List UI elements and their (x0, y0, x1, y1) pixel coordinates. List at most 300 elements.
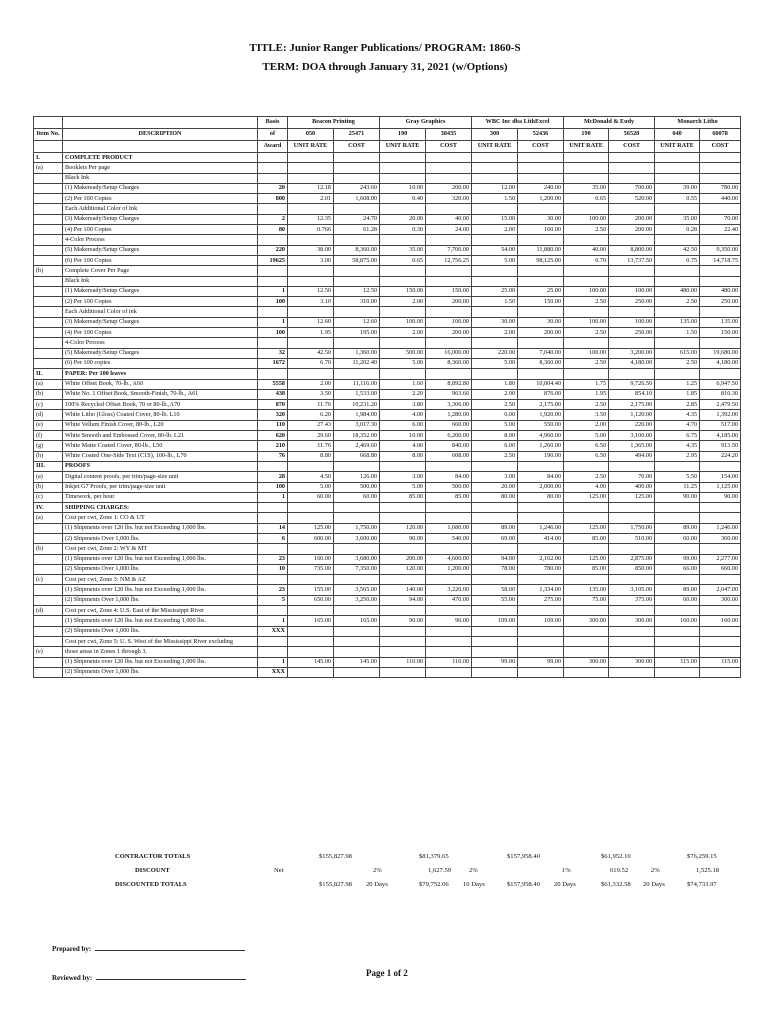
cost-cell: 1,750.00 (609, 523, 655, 533)
cost-cell: 300.00 (609, 616, 655, 626)
basis-cell: 100 (258, 482, 288, 492)
cost-cell (609, 276, 655, 286)
unit-rate-cell: 90.00 (655, 492, 700, 502)
cost-cell: 12.60 (334, 317, 380, 327)
unit-rate-cell: 155.00 (288, 585, 334, 595)
cost-cell: 150.00 (426, 286, 472, 296)
mcdonald-discount-days: 20 Days (554, 881, 576, 888)
unit-rate-cell: 66.00 (655, 564, 700, 574)
page-number: Page 1 of 2 (366, 968, 408, 978)
basis-header-3: Award (258, 141, 288, 153)
description-cell: (3) Makeready/Setup Charges (63, 317, 258, 327)
cost-cell: 3,200.00 (609, 348, 655, 358)
unit-rate-cell: 94.00 (380, 595, 426, 605)
unit-rate-cell: 125.00 (564, 492, 609, 502)
cost-cell: 8,360.00 (518, 358, 564, 368)
cost-cell: 668.80 (334, 451, 380, 461)
table-row (34, 441, 741, 451)
unit-rate-cell (655, 235, 700, 245)
mcdonald-total: $61,952.10 (601, 853, 631, 860)
table-row (34, 153, 741, 163)
cost-cell (518, 667, 564, 677)
unit-rate-cell: 12.60 (288, 317, 334, 327)
cost-cell: 470.00 (426, 595, 472, 605)
item-no-cell: (c) (34, 575, 63, 585)
unit-rate-cell: 2.01 (288, 194, 334, 204)
table-row (34, 626, 741, 636)
table-row (34, 636, 741, 646)
table-row (34, 606, 741, 616)
cost-cell: 3,680.00 (334, 554, 380, 564)
table-row (34, 564, 741, 574)
unit-rate-cell: 120.00 (380, 523, 426, 533)
table-row (34, 482, 741, 492)
cost-cell: 1,365.00 (609, 441, 655, 451)
unit-rate-cell (380, 266, 426, 276)
unit-rate-cell (564, 544, 609, 554)
unit-rate-cell: 35.00 (380, 245, 426, 255)
item-no-cell: IV. (34, 503, 63, 513)
unit-rate-cell: 165.00 (288, 616, 334, 626)
cost-cell (426, 461, 472, 471)
unit-rate-cell: 6.00 (380, 420, 426, 430)
cost-cell: 154.00 (700, 472, 741, 482)
unit-rate-cell (288, 173, 334, 183)
unit-rate-cell: 6.00 (472, 441, 518, 451)
unit-rate-cell (380, 626, 426, 636)
cost-cell (609, 626, 655, 636)
cost-cell: 480.00 (700, 286, 741, 296)
unit-rate-cell: 160.00 (288, 554, 334, 564)
description-cell: 4-Color Process (63, 235, 258, 245)
cost-cell: 913.50 (700, 441, 741, 451)
cost-cell: 1,920.00 (518, 410, 564, 420)
cost-cell: 1,246.00 (700, 523, 741, 533)
table-row (34, 297, 741, 307)
basis-cell: 620 (258, 431, 288, 441)
unit-rate-cell: 2.95 (655, 451, 700, 461)
cost-cell: 6,200.00 (426, 431, 472, 441)
description-cell: (2) Per 100 Copies (63, 194, 258, 204)
unit-rate-cell: 39.00 (655, 183, 700, 193)
cost-cell: 9,726.50 (609, 379, 655, 389)
cost-cell: 240.00 (518, 183, 564, 193)
description-cell: White Smooth and Embossed Cover, 80-lb. L21 (63, 431, 258, 441)
description-cell: (2) Shipments Over 1,000 lbs. (63, 533, 258, 543)
table-row (34, 657, 741, 667)
cost-cell (426, 667, 472, 677)
table-row (34, 286, 741, 296)
beacon-total: $155,827.98 (319, 853, 352, 860)
cost-cell (518, 513, 564, 523)
basis-cell: 320 (258, 410, 288, 420)
cost-cell: 150.00 (700, 328, 741, 338)
prepared-by-signature-line (95, 944, 245, 951)
table-row (34, 348, 741, 358)
bid-table-body (34, 153, 741, 678)
description-cell: COMPLETE PRODUCT (63, 153, 258, 163)
unit-rate-cell: 0.65 (564, 194, 609, 204)
description-cell: Each Additional Color of ink (63, 307, 258, 317)
cost-cell: 3,565.00 (334, 585, 380, 595)
unit-rate-cell: 2.00 (472, 328, 518, 338)
cost-cell: 300.00 (609, 657, 655, 667)
basis-cell (258, 163, 288, 173)
item-no-cell (34, 533, 63, 543)
cost-cell: 3,600.00 (334, 533, 380, 543)
unit-rate-cell: 6.70 (288, 358, 334, 368)
wbc-total: $157,958.40 (507, 853, 540, 860)
cost-cell (426, 606, 472, 616)
vendor-name-monarch: Monarch Litho (655, 117, 741, 129)
cost-cell (609, 544, 655, 554)
table-row (34, 472, 741, 482)
item-no-cell: (e) (34, 420, 63, 430)
cost-cell (609, 266, 655, 276)
unit-rate-cell: 160.00 (655, 616, 700, 626)
cost-cell (334, 338, 380, 348)
unit-rate-cell (288, 369, 334, 379)
unit-rate-cell: 3.80 (380, 400, 426, 410)
unit-rate-cell (655, 647, 700, 657)
item-no-cell: (h) (34, 451, 63, 461)
vendor-code: 52436 (518, 129, 564, 141)
cost-cell: 40.00 (426, 214, 472, 224)
cost-cell: 780.00 (518, 564, 564, 574)
unit-rate-cell: 6.50 (564, 451, 609, 461)
reviewed-by-signature-line (96, 973, 246, 980)
unit-rate-cell: 85.00 (564, 533, 609, 543)
description-cell: Cost per cwt, Zone 5: U. S. West of the Mississippi River excluding (63, 636, 258, 646)
unit-rate-cell (564, 667, 609, 677)
unit-rate-cell: 0.75 (655, 255, 700, 265)
cost-cell: 8,360.00 (334, 245, 380, 255)
unit-rate-cell: 2.00 (380, 297, 426, 307)
unit-rate-header: UNIT RATE (380, 141, 426, 153)
vendor-code: 050 (288, 129, 334, 141)
unit-rate-cell: 90.00 (380, 616, 426, 626)
unit-rate-cell: 2.20 (380, 389, 426, 399)
contractor-totals-label: CONTRACTOR TOTALS (115, 853, 191, 860)
cost-cell: 510.00 (609, 533, 655, 543)
basis-cell: 14 (258, 523, 288, 533)
unit-rate-cell: 40.00 (564, 245, 609, 255)
unit-rate-cell: 125.00 (288, 523, 334, 533)
cost-cell: 18,352.00 (334, 431, 380, 441)
unit-rate-cell (655, 369, 700, 379)
cost-cell: 90.00 (700, 492, 741, 502)
cost-cell: 250.00 (609, 328, 655, 338)
unit-rate-cell: 300.00 (564, 657, 609, 667)
description-cell: Complete Cover Per Page (63, 266, 258, 276)
unit-rate-cell: 0.65 (380, 255, 426, 265)
unit-rate-cell (380, 461, 426, 471)
basis-cell (258, 606, 288, 616)
unit-rate-cell (288, 636, 334, 646)
table-row (34, 461, 741, 471)
cost-cell: 100.00 (609, 286, 655, 296)
item-no-cell (34, 307, 63, 317)
header-row-codes (34, 129, 741, 141)
cost-cell (426, 647, 472, 657)
cost-cell: 1,246.00 (518, 523, 564, 533)
unit-rate-cell: 600.00 (288, 533, 334, 543)
basis-cell (258, 544, 288, 554)
cost-cell: 150.00 (518, 297, 564, 307)
basis-cell (258, 461, 288, 471)
cost-cell (334, 606, 380, 616)
unit-rate-cell (564, 276, 609, 286)
gray-discount: 1,627.59 (428, 867, 452, 874)
unit-rate-cell (472, 513, 518, 523)
unit-rate-cell: 650.00 (288, 595, 334, 605)
cost-cell: 780.00 (700, 183, 741, 193)
bid-table (33, 116, 741, 678)
cost-cell: 80.00 (518, 492, 564, 502)
cost-cell (700, 667, 741, 677)
header-row-vendors (34, 117, 741, 129)
cost-cell: 2,175.00 (609, 400, 655, 410)
cost-cell: 100.00 (609, 317, 655, 327)
item-no-cell (34, 523, 63, 533)
unit-rate-cell (472, 153, 518, 163)
vendor-code: 38435 (426, 129, 472, 141)
unit-rate-cell: 4.00 (380, 410, 426, 420)
unit-rate-cell: 11.76 (288, 441, 334, 451)
unit-rate-cell: 3.50 (288, 389, 334, 399)
unit-rate-cell (655, 606, 700, 616)
item-no-cell: (b) (34, 389, 63, 399)
basis-cell (258, 503, 288, 513)
header-row-rates (34, 141, 741, 153)
unit-rate-cell: 58.00 (472, 585, 518, 595)
cost-cell: 160.00 (518, 225, 564, 235)
cost-cell: 224.20 (700, 451, 741, 461)
cost-cell: 4,960.00 (518, 431, 564, 441)
cost-cell (518, 235, 564, 245)
cost-cell: 25.00 (518, 286, 564, 296)
description-cell: Timework, per hour (63, 492, 258, 502)
table-row (34, 183, 741, 193)
unit-rate-cell (288, 647, 334, 657)
table-row (34, 163, 741, 173)
cost-cell (518, 626, 564, 636)
unit-rate-cell (472, 235, 518, 245)
unit-rate-cell: 85.00 (564, 564, 609, 574)
unit-rate-cell: 30.00 (472, 317, 518, 327)
unit-rate-cell (380, 647, 426, 657)
item-no-cell (34, 657, 63, 667)
unit-rate-cell (380, 163, 426, 173)
cost-cell: 1,260.00 (518, 441, 564, 451)
unit-rate-cell: 5.50 (655, 472, 700, 482)
cost-cell: 84.00 (518, 472, 564, 482)
cost-cell: 84.00 (426, 472, 472, 482)
cost-cell (518, 503, 564, 513)
unit-rate-cell (564, 606, 609, 616)
unit-rate-cell (472, 163, 518, 173)
table-row (34, 616, 741, 626)
basis-cell (258, 235, 288, 245)
cost-cell: 4,180.00 (700, 358, 741, 368)
cost-cell: 4,600.00 (426, 554, 472, 564)
cost-cell: 1,533.00 (334, 389, 380, 399)
unit-rate-cell (564, 626, 609, 636)
table-row (34, 235, 741, 245)
unit-rate-header: UNIT RATE (564, 141, 609, 153)
item-no-cell (34, 173, 63, 183)
description-cell: those areas in Zones 1 through 3. (63, 647, 258, 657)
unit-rate-cell: 3.00 (472, 472, 518, 482)
unit-rate-cell (288, 338, 334, 348)
item-no-cell: (d) (34, 606, 63, 616)
table-row (34, 266, 741, 276)
table-row (34, 544, 741, 554)
cost-cell: 6,947.50 (700, 379, 741, 389)
unit-rate-cell: 0.70 (564, 255, 609, 265)
cost-cell: 4,180.00 (609, 358, 655, 368)
cost-cell (700, 163, 741, 173)
cost-cell: 61.28 (334, 225, 380, 235)
description-cell: Cost per cwt, Zone 2: WY & MT (63, 544, 258, 554)
unit-rate-cell: 200.00 (380, 554, 426, 564)
description-cell: White Offset Book, 70-lb., A60 (63, 379, 258, 389)
basis-header-2: of (258, 129, 288, 141)
table-row (34, 328, 741, 338)
cost-cell: 250.00 (609, 297, 655, 307)
unit-rate-cell (564, 503, 609, 513)
cost-cell: 220.00 (609, 420, 655, 430)
discount-label: DISCOUNT (135, 867, 170, 874)
vendor-name-beacon: Beacon Printing (288, 117, 380, 129)
unit-rate-cell (288, 266, 334, 276)
cost-cell (334, 204, 380, 214)
unit-rate-cell (564, 235, 609, 245)
cost-cell (518, 276, 564, 286)
unit-rate-cell (380, 544, 426, 554)
cost-cell (518, 307, 564, 317)
unit-rate-cell (472, 626, 518, 636)
cost-cell: 60.00 (334, 492, 380, 502)
unit-rate-cell: 1.50 (655, 328, 700, 338)
unit-rate-cell: 15.00 (472, 214, 518, 224)
description-cell: (2) Shipments Over 1,000 lbs. (63, 564, 258, 574)
unit-rate-cell: 99.00 (472, 657, 518, 667)
description-cell: (1) Makeready/Setup Charges (63, 183, 258, 193)
unit-rate-cell: 12.35 (288, 214, 334, 224)
item-no-cell (34, 338, 63, 348)
cost-cell: 700.00 (609, 183, 655, 193)
item-no-cell (34, 214, 63, 224)
basis-cell: 5558 (258, 379, 288, 389)
cost-cell (609, 338, 655, 348)
unit-rate-cell: 12.18 (288, 183, 334, 193)
table-row (34, 400, 741, 410)
item-no-cell: (b) (34, 544, 63, 554)
unit-rate-cell (655, 163, 700, 173)
cost-cell: 10,004.40 (518, 379, 564, 389)
unit-rate-cell: 27.43 (288, 420, 334, 430)
item-no-cell (34, 276, 63, 286)
unit-rate-cell: 3.50 (564, 410, 609, 420)
cost-cell: 85.00 (426, 492, 472, 502)
unit-rate-cell (655, 575, 700, 585)
cost-cell: 275.00 (518, 595, 564, 605)
cost-cell (334, 667, 380, 677)
unit-rate-cell: 2.50 (564, 225, 609, 235)
unit-rate-cell (655, 276, 700, 286)
table-row (34, 194, 741, 204)
unit-rate-cell (472, 667, 518, 677)
cost-cell (700, 153, 741, 163)
unit-rate-cell (288, 153, 334, 163)
monarch-discount: 1,525.18 (696, 867, 720, 874)
cost-cell: 58,875.00 (334, 255, 380, 265)
unit-rate-cell (655, 338, 700, 348)
description-cell: (6) Per 100 copies (63, 358, 258, 368)
unit-rate-cell: 89.00 (655, 585, 700, 595)
unit-rate-cell: 2.50 (564, 358, 609, 368)
unit-rate-cell: 3.00 (288, 255, 334, 265)
cost-cell (700, 307, 741, 317)
cost-cell: 22.40 (700, 225, 741, 235)
unit-rate-cell: 1.85 (655, 389, 700, 399)
description-cell: PAPER: Per 100 leaves (63, 369, 258, 379)
beacon-term: Net (274, 867, 284, 874)
table-row (34, 410, 741, 420)
cost-cell: 517.00 (700, 420, 741, 430)
basis-cell (258, 204, 288, 214)
monarch-discount-days: 20 Days (643, 881, 665, 888)
header-blank (34, 141, 63, 153)
cost-cell: 320.00 (426, 194, 472, 204)
basis-cell: 23 (258, 554, 288, 564)
unit-rate-cell: 2.50 (655, 297, 700, 307)
cost-cell: 200.00 (609, 225, 655, 235)
table-row (34, 451, 741, 461)
unit-rate-cell (380, 204, 426, 214)
cost-cell: 540.00 (426, 533, 472, 543)
unit-rate-cell (472, 606, 518, 616)
unit-rate-cell: 4.70 (655, 420, 700, 430)
unit-rate-cell: 220.00 (472, 348, 518, 358)
unit-rate-cell: 100.00 (380, 317, 426, 327)
cost-cell: 12,756.25 (426, 255, 472, 265)
item-no-cell: (b) (34, 482, 63, 492)
cost-cell: 135.00 (700, 317, 741, 327)
cost-cell (609, 173, 655, 183)
vendor-name-mcdonald: McDonald & Eudy (564, 117, 655, 129)
description-cell: (6) Per 100 Copies (63, 255, 258, 265)
cost-cell: 200.00 (609, 214, 655, 224)
unit-rate-cell (564, 163, 609, 173)
cost-cell (700, 636, 741, 646)
unit-rate-cell (564, 307, 609, 317)
unit-rate-cell: 69.00 (472, 533, 518, 543)
cost-cell: 11,116.00 (334, 379, 380, 389)
unit-rate-cell: 125.00 (564, 554, 609, 564)
cost-cell: 145.00 (334, 657, 380, 667)
cost-cell: 963.60 (426, 389, 472, 399)
unit-rate-cell: 3.00 (380, 472, 426, 482)
title-line-1: TITLE: Junior Ranger Publications/ PROGRAM: 1860-S (249, 42, 521, 54)
cost-header: COST (518, 141, 564, 153)
wbc-discount-pct: 2% (469, 867, 478, 874)
cost-cell: 1,680.00 (426, 523, 472, 533)
cost-cell (426, 307, 472, 317)
unit-rate-cell (655, 307, 700, 317)
item-no-cell (34, 554, 63, 564)
